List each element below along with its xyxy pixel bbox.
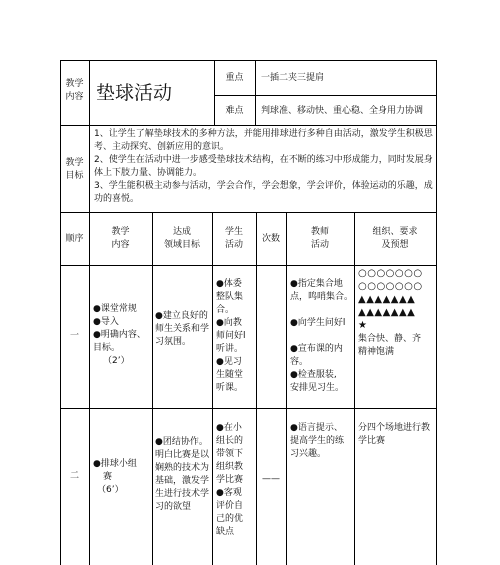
row2-order: 二	[69, 471, 79, 481]
divider	[89, 125, 90, 212]
row2-content	[93, 458, 151, 497]
cell-line: 评价自	[216, 501, 244, 511]
column-header-times: 次数	[261, 234, 280, 244]
objective-line: 1、让学生了解垫球技术的多种方法，并能用排球进行多种自由活动，激发学生积极思	[94, 129, 433, 139]
divider	[60, 125, 436, 126]
objectives-text	[94, 128, 434, 206]
cell-line: 分四个场地进行教	[358, 423, 431, 433]
row1-order: 一	[69, 331, 79, 341]
cell-line: ●排球小组	[93, 459, 137, 469]
cell-line: 生进行技术学	[155, 489, 210, 499]
row1-goal	[155, 310, 212, 349]
formation-triangles: ▲▲▲▲▲▲▲	[358, 307, 416, 318]
cell-line: 学比赛	[358, 436, 386, 446]
divider	[60, 408, 436, 409]
cell-line: 习兴趣。	[290, 449, 327, 459]
cell-line: 点，鸣哨集合。	[290, 292, 354, 302]
column-header-goal: 达成 领域目标	[163, 227, 200, 250]
cell-line: 生随堂	[216, 370, 244, 380]
cell-line: 组织教	[216, 462, 244, 472]
divider	[255, 60, 256, 125]
cell-line: 听课。	[216, 383, 244, 393]
cell-line	[290, 330, 354, 343]
divider	[60, 265, 436, 266]
cell-line: ●语言提示、	[290, 423, 343, 433]
objective-line: 3、学生能积极主动参与活动，学会合作，学会想象，学会评价，体验运动的乐趣，成	[94, 181, 433, 191]
cell-line: ●团结协作。	[155, 437, 208, 447]
cell-line: 己的优	[216, 514, 244, 524]
cell-line: 习氛围。	[155, 337, 192, 347]
row2-goal	[155, 436, 212, 514]
cell-line: 学比赛	[216, 475, 244, 485]
page-title: 垫球活动	[96, 82, 173, 104]
cell-line: 安排见习生。	[290, 383, 345, 393]
objectives-label: 教学 目标	[65, 158, 84, 181]
cell-line: 提高学生的练	[290, 436, 345, 446]
column-header-org: 组织、要求 及预想	[372, 227, 418, 250]
objective-line: 考、主动探究、创新应用的意识。	[94, 142, 230, 152]
column-header-teacher: 教师 活动	[310, 227, 329, 250]
formation-circles: ○○○○○○○	[358, 281, 423, 292]
row1-org-note	[358, 333, 436, 359]
formation-circles: ○○○○○○○	[358, 268, 423, 279]
objective-line: 功的喜悦。	[94, 194, 140, 204]
divider	[89, 60, 90, 125]
star-icon: ★	[358, 320, 368, 331]
cell-line: ●建立良好的	[155, 311, 208, 321]
cell-line: ●客观	[216, 488, 242, 498]
row1-content	[93, 303, 151, 368]
cell-line: ●指定集合地	[290, 279, 343, 289]
cell-line: 娴熟的技术为	[155, 463, 210, 473]
cell-line: 组长的	[216, 436, 244, 446]
cell-line: 目标。	[93, 343, 121, 353]
cell-line: 容。	[290, 357, 309, 367]
formation-triangles: ▲▲▲▲▲▲▲	[358, 294, 416, 305]
divider	[152, 212, 153, 565]
cell-line: 精神饱满	[358, 347, 395, 357]
cell-line: 缺点	[216, 527, 235, 537]
table-border-top	[60, 60, 436, 61]
column-header-student: 学生 活动	[224, 227, 243, 250]
row1-org	[358, 267, 436, 332]
divider	[60, 212, 436, 213]
cell-line: ●在小	[216, 423, 242, 433]
divider	[89, 212, 90, 565]
key-point-label: 重点	[225, 73, 244, 83]
cell-line: 基础，激发学	[155, 476, 210, 486]
difficulty-label: 难点	[225, 106, 244, 116]
cell-line	[290, 304, 354, 317]
cell-line: （2’）	[103, 356, 130, 366]
cell-line: ●检查服装,	[290, 370, 337, 380]
cell-line: ●向教	[216, 318, 242, 328]
row2-student	[216, 422, 256, 539]
cell-line: 带领下	[216, 449, 244, 459]
cell-line: ●宣布课的内	[290, 344, 343, 354]
key-point-text: 一插二夹三提肩	[261, 73, 325, 83]
cell-line: 师问好l	[216, 331, 246, 341]
divider	[354, 212, 355, 565]
row2-teacher	[290, 422, 354, 461]
divider	[286, 212, 287, 565]
objective-line: 体上下肢力量、协调能力。	[94, 168, 203, 178]
column-header-order: 顺序	[65, 234, 84, 244]
column-header-content: 教学 内容	[111, 227, 130, 250]
table-border-left	[60, 60, 61, 565]
row2-times: ——	[262, 474, 280, 484]
row2-org	[358, 422, 436, 448]
divider	[256, 212, 257, 565]
cell-line: （6’）	[97, 485, 124, 495]
cell-line: 合。	[216, 305, 235, 315]
row1-student	[216, 278, 256, 395]
cell-line: 习的欲望	[155, 502, 192, 512]
cell-line: ●体委	[216, 279, 242, 289]
divider	[214, 95, 436, 96]
cell-line: ●向学生问好l	[290, 318, 346, 328]
cell-line: 赛	[103, 472, 113, 482]
cell-line: ●明确内容、	[93, 330, 146, 340]
cell-line: 师生关系和学	[155, 324, 210, 334]
cell-line: 整队集	[216, 292, 244, 302]
teaching-content-label: 教学 内容	[65, 79, 84, 102]
objective-line: 2、使学生在活动中进一步感受垫球技术结构，在不断的练习中形成能力，同时发展身	[94, 155, 433, 165]
cell-line: ●见习	[216, 357, 242, 367]
cell-line: 集合快、静、齐	[358, 334, 422, 344]
row1-teacher	[290, 278, 354, 395]
table-border-right	[436, 60, 437, 565]
difficulty-text: 判球准、移动快、重心稳、全身用力协调	[261, 106, 424, 116]
cell-line: ●课堂常规	[93, 304, 137, 314]
cell-line: ●导入	[93, 317, 119, 327]
cell-line: 听讲。	[216, 344, 244, 354]
cell-line: 明白比赛是以	[155, 450, 210, 460]
divider	[212, 212, 213, 565]
